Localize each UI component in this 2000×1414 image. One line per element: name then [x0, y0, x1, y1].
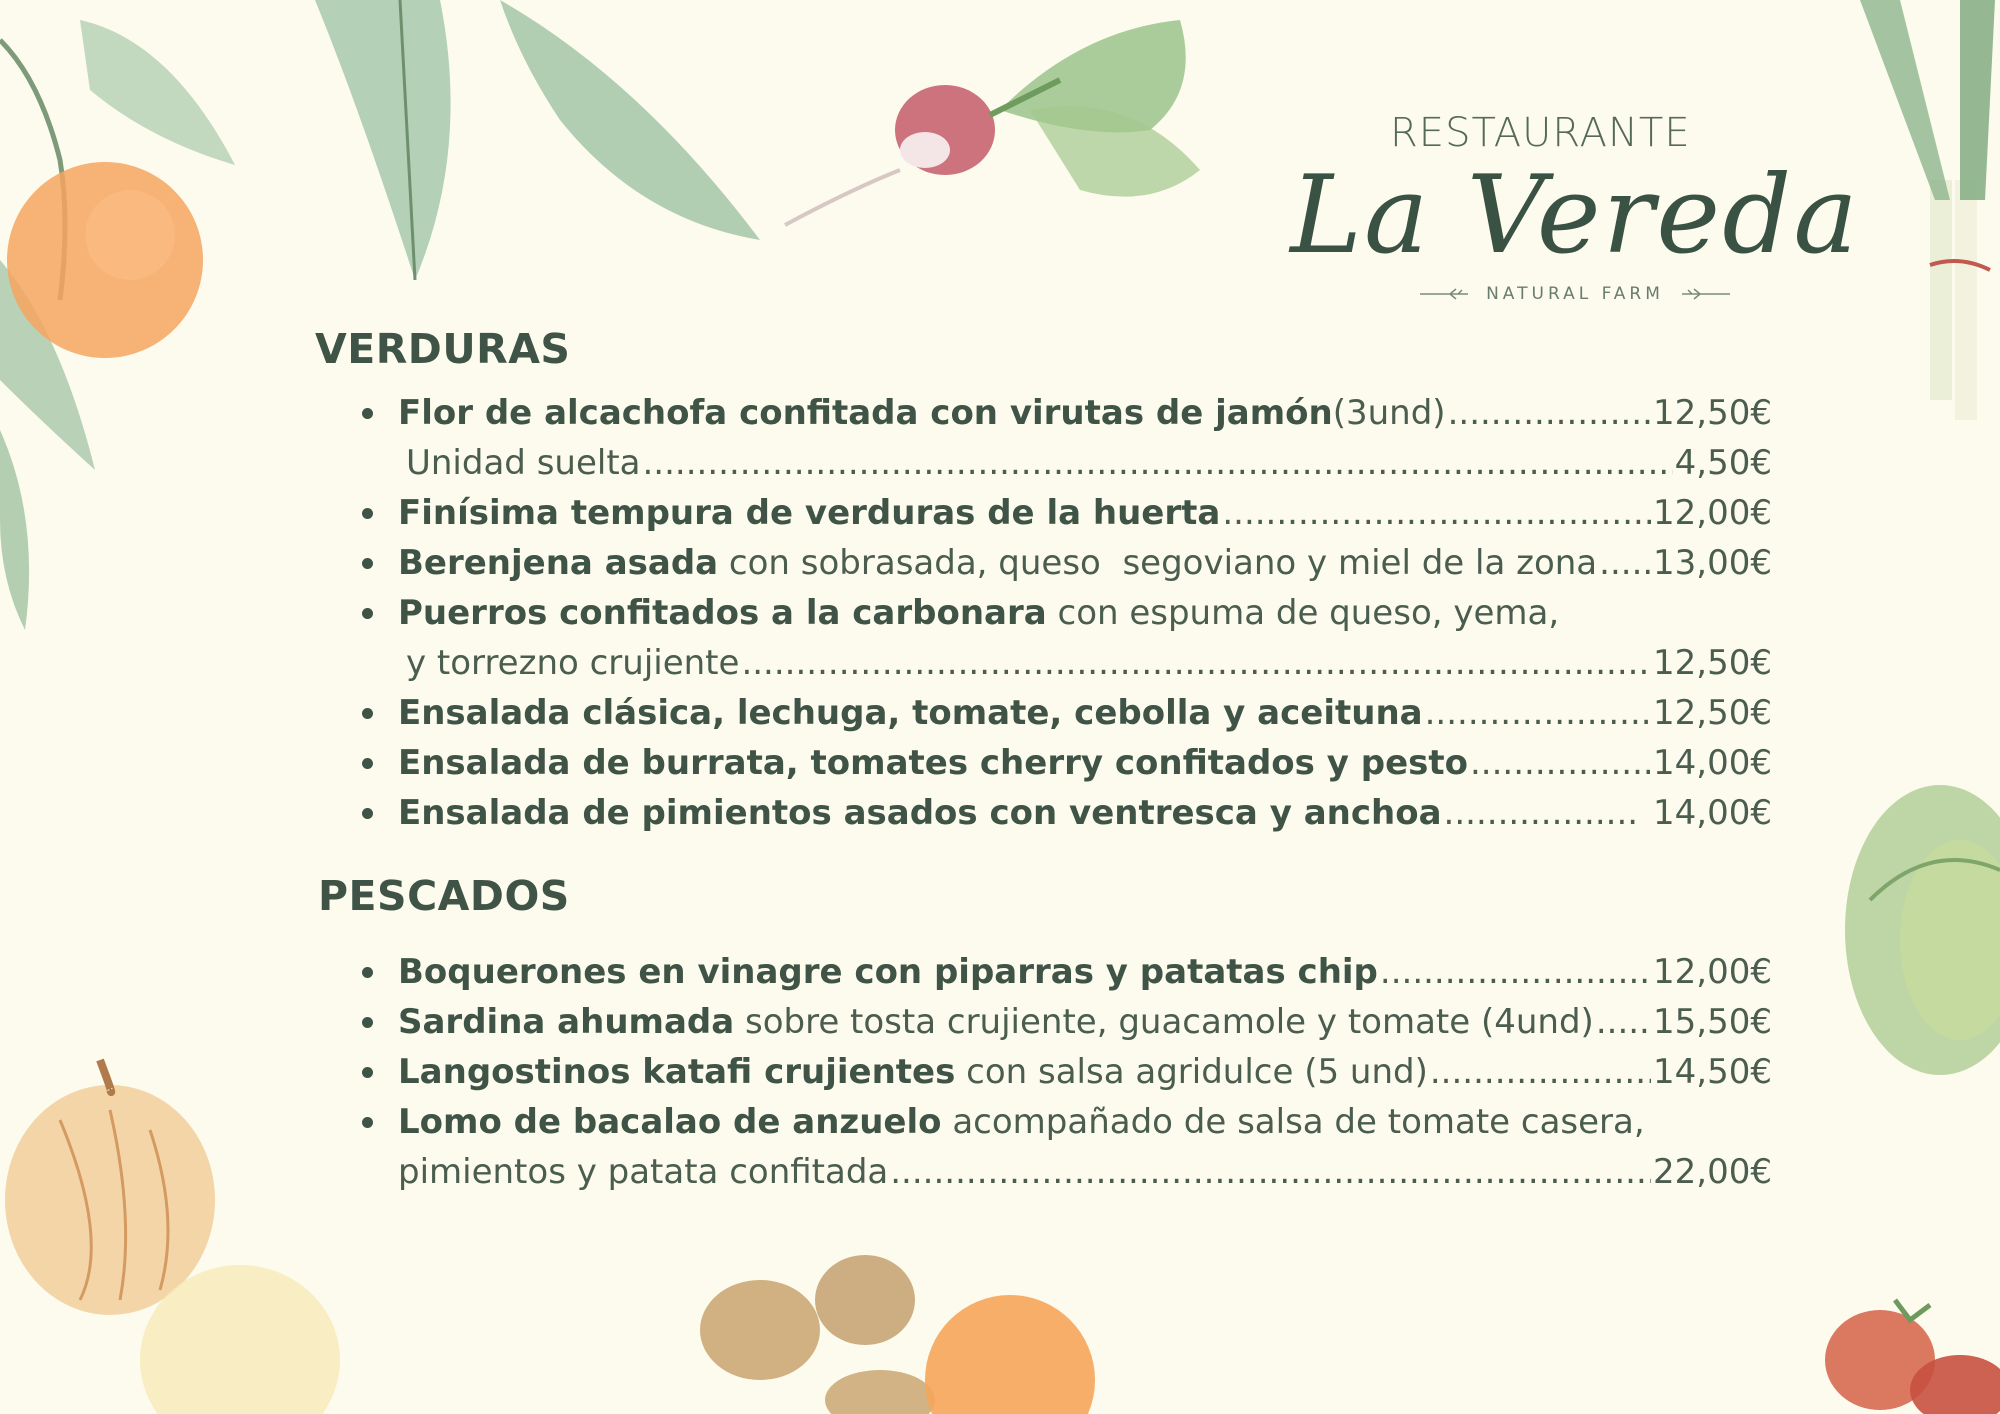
lettuce-icon — [1845, 785, 2000, 1075]
radish-icon — [785, 20, 1200, 225]
list-item — [362, 588, 1772, 688]
dish-price: 14,00€ — [1653, 743, 1772, 783]
leader-dots — [1444, 788, 1641, 838]
leader-dots — [1448, 388, 1651, 438]
leader-dots — [890, 1147, 1651, 1197]
dish-price: 15,50€ — [1653, 1002, 1772, 1042]
dish-name: Lomo de bacalao de anzuelo — [398, 1102, 942, 1142]
leader-dots — [741, 638, 1651, 688]
dish-price: 14,00€ — [1642, 793, 1772, 833]
dish-name: Langostinos katafi crujientes — [398, 1052, 956, 1092]
dish-name: Flor de alcachofa confitada con virutas de jamón — [398, 393, 1333, 433]
brand-name: La Vereda — [1290, 153, 1860, 278]
dish-desc: con salsa agridulce (5 und) — [955, 1052, 1428, 1092]
list-item — [362, 997, 1772, 1047]
bullet — [362, 608, 373, 619]
dish-price: 22,00€ — [1653, 1152, 1772, 1192]
dish-desc: con sobrasada, queso segoviano y miel de la zona — [718, 543, 1598, 583]
dish-name: Ensalada de pimientos asados con ventresca y anchoa — [398, 793, 1442, 833]
dish-desc: pimientos y patata confitada — [398, 1152, 889, 1192]
dish-name: Sardina ahumada — [398, 1002, 735, 1042]
list-item — [362, 788, 1772, 838]
leader-dots — [1596, 997, 1651, 1047]
list-item — [362, 688, 1772, 738]
dish-desc: (3und) — [1332, 393, 1446, 433]
bullet — [362, 508, 373, 519]
leader-dots — [642, 438, 1672, 488]
orange-icon — [0, 20, 235, 630]
list-item — [362, 388, 1772, 488]
dish-name: Berenjena asada — [398, 543, 719, 583]
list-item — [362, 488, 1772, 538]
dish-price: 12,50€ — [1653, 693, 1772, 733]
leaves-icon — [315, 0, 760, 280]
dish-price: 4,50€ — [1674, 443, 1772, 483]
dish-price: 12,00€ — [1653, 493, 1772, 533]
dish-name: Puerros confitados a la carbonara — [398, 593, 1047, 633]
dish-price: 12,50€ — [1653, 643, 1772, 683]
bullet — [362, 808, 373, 819]
brand-tagline: NATURAL FARM — [1486, 284, 1664, 304]
bullet — [362, 1117, 373, 1128]
list-item — [362, 538, 1772, 588]
bullet — [362, 758, 373, 769]
list-item — [362, 1047, 1772, 1097]
dish-price: 12,00€ — [1653, 952, 1772, 992]
dish-price: 13,00€ — [1653, 543, 1772, 583]
onion-icon — [5, 1060, 340, 1414]
list-item — [362, 738, 1772, 788]
leader-dots — [1599, 538, 1651, 588]
leader-dots — [1380, 947, 1651, 997]
bullet — [362, 408, 373, 419]
dish-desc: y torrezno crujiente — [406, 643, 740, 683]
leader-dots — [1430, 1047, 1651, 1097]
leader-dots — [1470, 738, 1651, 788]
dish-price: 12,50€ — [1653, 393, 1772, 433]
tomato-icon — [1825, 1300, 2000, 1414]
potato-icon — [700, 1255, 1095, 1414]
dish-name: Boquerones en vinagre con piparras y patatas chip — [398, 952, 1378, 992]
section-title-pescados: PESCADOS — [318, 872, 570, 920]
dish-name: Finísima tempura de verduras de la huerta — [398, 493, 1221, 533]
brand-tagline-row — [1280, 284, 1870, 304]
bullet — [362, 1017, 373, 1028]
brand-prefix: RESTAURANTE — [1390, 110, 1691, 156]
sprig-right-icon — [1682, 288, 1730, 300]
dish-desc: acompañado de salsa de tomate casera, — [941, 1102, 1645, 1142]
bullet — [362, 708, 373, 719]
section-title-verduras: VERDURAS — [315, 325, 571, 373]
dish-name: Ensalada clásica, lechuga, tomate, cebolla y aceituna — [398, 693, 1423, 733]
restaurant-logo — [1280, 110, 1870, 304]
verduras-list — [362, 388, 1772, 838]
leader-dots — [1222, 488, 1651, 538]
bullet — [362, 1067, 373, 1078]
list-item — [362, 947, 1772, 997]
dish-desc: sobre tosta crujiente, guacamole y tomate (4und) — [734, 1002, 1594, 1042]
list-item — [362, 1097, 1772, 1197]
dish-desc: Unidad suelta — [406, 443, 641, 483]
dish-price: 14,50€ — [1653, 1052, 1772, 1092]
pescados-list — [362, 947, 1772, 1197]
dish-desc: con espuma de queso, yema, — [1046, 593, 1560, 633]
bullet — [362, 558, 373, 569]
leader-dots — [1425, 688, 1651, 738]
sprig-left-icon — [1420, 288, 1468, 300]
leek-icon — [1860, 0, 1995, 420]
bullet — [362, 967, 373, 978]
dish-name: Ensalada de burrata, tomates cherry confitados y pesto — [398, 743, 1468, 783]
